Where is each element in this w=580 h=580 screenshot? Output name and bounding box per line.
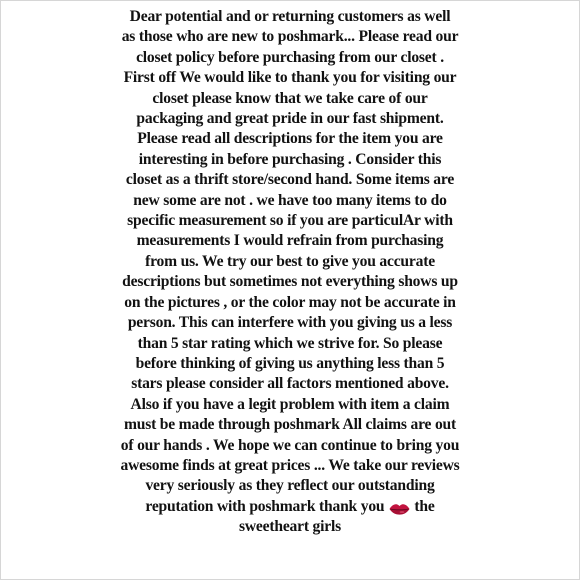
signature: sweetheart girls (238, 518, 342, 536)
notice-line: closet as a thrift store/second hand. Some items are (125, 171, 455, 189)
notice-line: of our hands . We hope we can continue to bring you (120, 436, 460, 454)
notice-line: Please read all descriptions for the item you are (137, 130, 443, 148)
notice-line: as those who are new to poshmark... Please read our (121, 28, 459, 46)
notice-line: interesting in before purchasing . Consider this (138, 150, 442, 168)
notice-line: First off We would like to thank you for visiting our (123, 69, 457, 87)
notice-line: new some are not . we have too many items to do (133, 191, 447, 209)
closing-text: reputation with poshmark thank you (145, 497, 385, 515)
notice-line: Dear potential and or returning customers as well (129, 8, 451, 25)
notice-line: descriptions but sometimes not everything shows up (122, 273, 458, 291)
notice-line: must be made through poshmark All claims are out (123, 416, 457, 434)
notice-line: person. This can interfere with you giving us a less (127, 314, 453, 332)
notice-line: specific measurement so if you are particulAr with (127, 212, 453, 230)
closing-line (145, 497, 434, 517)
notice-line: measurements I would refrain from purchasing (136, 232, 444, 250)
notice-line: Also if you have a legit problem with item a claim (130, 395, 450, 413)
notice-line: before thinking of giving us anything less than 5 (135, 354, 445, 372)
notice-line: awesome finds at great prices ... We take our reviews (120, 456, 460, 474)
notice-line: closet please know that we take care of our (152, 89, 428, 107)
kiss-lips-icon (389, 501, 410, 513)
notice-line: on the pictures , or the color may not be accurate in (124, 293, 456, 311)
notice-line: very seriously as they reflect our outstanding (145, 477, 435, 495)
upper-lip (390, 504, 410, 509)
lip-highlight (400, 511, 405, 513)
notice-line: closet policy before purchasing from our closet . (136, 48, 444, 66)
notice-line: stars please consider all factors mentioned above. (131, 375, 449, 393)
closing-tail-text: the (414, 497, 435, 515)
notice-line: from us. We try our best to give you accurate (145, 252, 435, 270)
notice-line: than 5 star rating which we strive for. So please (137, 334, 443, 352)
notice-line: packaging and great pride in our fast shipment. (136, 110, 444, 128)
